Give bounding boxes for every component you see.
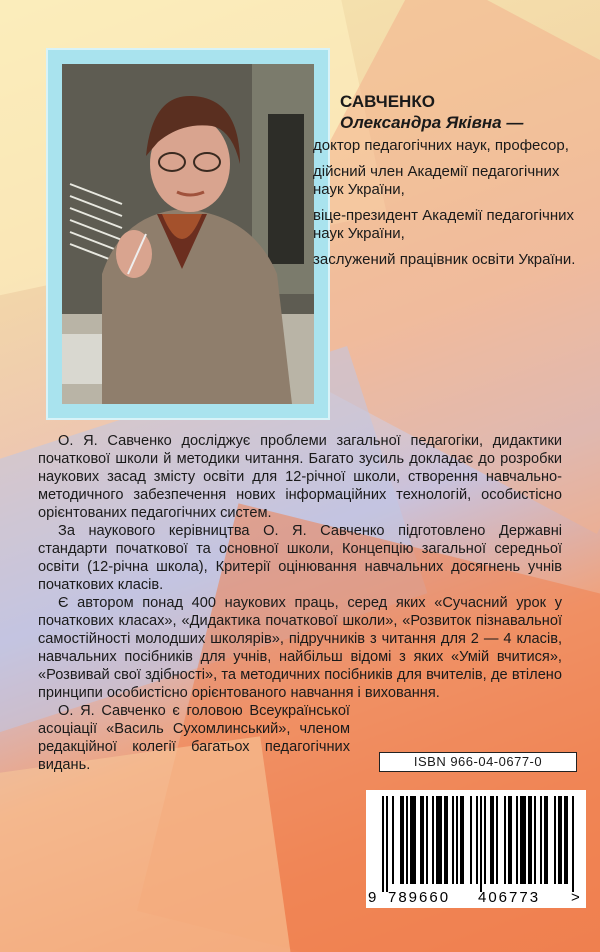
author-title-item: заслужений працівник освіти України. <box>313 251 576 268</box>
barcode-bar <box>480 796 482 892</box>
author-title-item: віце-президент Академії педагогічних наук України, <box>313 207 575 242</box>
barcode-bar <box>400 796 404 884</box>
barcode-bar <box>508 796 512 884</box>
barcode-first-digit: 9 <box>368 889 377 906</box>
barcode-bar <box>410 796 416 884</box>
author-description <box>38 432 562 774</box>
barcode <box>366 790 586 908</box>
author-given-name: Олександра Яківна — <box>340 113 524 132</box>
barcode-bar <box>476 796 478 884</box>
author-photo-frame <box>46 48 330 420</box>
author-portrait-illustration <box>62 64 314 404</box>
barcode-left-group: 789660 <box>388 889 451 906</box>
author-titles <box>313 137 587 269</box>
author-bio <box>313 92 587 277</box>
author-surname: САВЧЕНКО <box>340 92 435 111</box>
barcode-bar <box>534 796 536 884</box>
barcode-bar <box>490 796 494 884</box>
barcode-bar <box>382 796 384 892</box>
barcode-bar <box>504 796 506 884</box>
barcode-bar <box>554 796 556 884</box>
barcode-bar <box>460 796 464 884</box>
isbn-label: ISBN 966-04-0677-0 <box>379 752 577 772</box>
description-paragraph: Є автором понад 400 наукових праць, серед яких «Сучасний урок у початкових класах», «Дидактика початкової школи», «Розвиток пізнавальної самостійності молодших школярів», підручників з читання для 2 — 4 класів, навчальних посібників для учнів, найбільш відомі з яких «Умій вчитися», «Розвивай свої здібності», та методичних посібників для вчителів, де втілено принципи особистісно орієнтованого навчання і виховання. <box>38 595 562 701</box>
barcode-graphic <box>366 790 586 908</box>
barcode-bar <box>484 796 486 884</box>
author-photo <box>62 64 314 404</box>
barcode-bar <box>392 796 394 884</box>
barcode-bar <box>520 796 526 884</box>
barcode-right-group: 406773 <box>478 889 541 906</box>
barcode-bar <box>540 796 542 884</box>
barcode-bar <box>558 796 562 884</box>
description-paragraph: О. Я. Савченко є головою Всеукраїнської асоціації «Василь Сухомлинський», членом редакційної колегії багатьох педагогічних видань. <box>38 703 350 773</box>
description-paragraph: За наукового керівництва О. Я. Савченко підготовлено Державні стандарти початкової та основної школи, Концепцію загальної середньої освіти (12-річна школа), Критерії оцінювання навчальних досягнень учнів початкових класів. <box>38 523 562 593</box>
barcode-bar <box>452 796 454 884</box>
barcode-bar <box>406 796 408 884</box>
barcode-bar <box>496 796 498 884</box>
barcode-bar <box>420 796 424 884</box>
barcode-bar <box>436 796 442 884</box>
author-title-item: дійсний член Академії педагогічних наук України, <box>313 163 560 198</box>
barcode-bar <box>516 796 518 884</box>
barcode-bar <box>564 796 568 884</box>
barcode-bar <box>432 796 434 884</box>
barcode-arrow: > <box>571 889 580 906</box>
barcode-bar <box>456 796 458 884</box>
barcode-bar <box>528 796 532 884</box>
author-title-item: доктор педагогічних наук, професор, <box>313 137 569 154</box>
barcode-bar <box>426 796 428 884</box>
barcode-bar <box>444 796 448 884</box>
barcode-bar <box>572 796 574 892</box>
barcode-bar <box>544 796 548 884</box>
barcode-bar <box>470 796 472 884</box>
description-paragraph: О. Я. Савченко досліджує проблеми загальної педагогіки, дидактики початкової школи й методики читання. Багато зусиль докладає до розробки наукових засад змісту освіти для 12-річної школи, створення навчально-методичного забезпечення нових інформаційних технологій, особистісно орієнтованих педагогічних систем. <box>38 433 562 521</box>
barcode-bar <box>386 796 388 892</box>
